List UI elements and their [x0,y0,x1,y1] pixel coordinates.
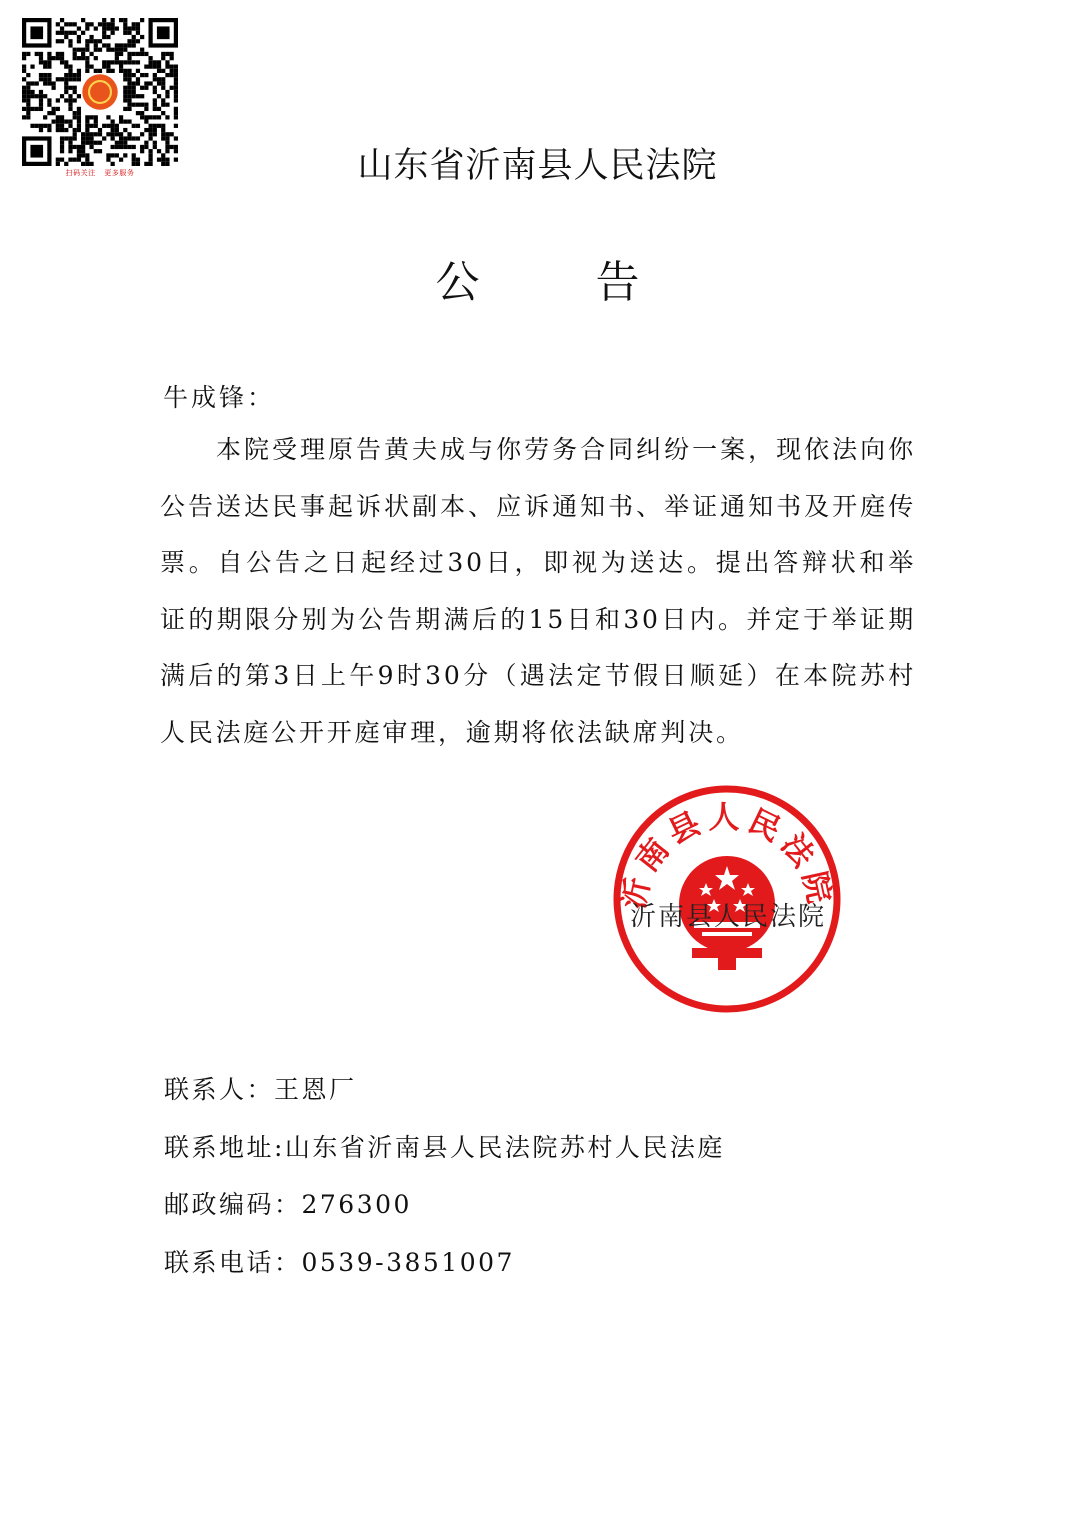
contact-address: 联系地址:山东省沂南县人民法院苏村人民法庭 [164,1132,725,1162]
contact-person: 联系人：王恩厂 [164,1075,357,1104]
svg-text:沂南县人民法院: 沂南县人民法院 [615,800,839,913]
qr-caption-left: 扫码关注 [65,169,96,177]
notice-title [0,246,1075,310]
notice-title-char-2: 告 [595,257,640,308]
contact-info [164,1068,725,1298]
contact-phone: 联系电话：0539-3851007 [164,1247,515,1277]
contact-postcode: 邮政编码：276300 [164,1190,412,1219]
notice-body: 本院受理原告黄夫成与你劳务合同纠纷一案，现依法向你公告送达民事起诉状副本、应诉通知书、举证通知书及开庭传票。自公告之日起经过30日，即视为送达。提出答辩状和举证的期限分别为公告期满后的15日和30日内。并定于举证期满后的第3日上午9时30分（遇法定节假日顺延）在本院苏村人民法庭公开开庭审理，逾期将依法缺席判决。 [160,435,916,747]
court-signature: 沂南县人民法院 [630,902,827,932]
notice-addressee: 牛成锋： [163,383,276,412]
qr-caption-right: 更多服务 [104,169,135,177]
notice-title-char-1: 公 [435,257,480,308]
court-name-heading: 山东省沂南县人民法院 [357,146,718,186]
